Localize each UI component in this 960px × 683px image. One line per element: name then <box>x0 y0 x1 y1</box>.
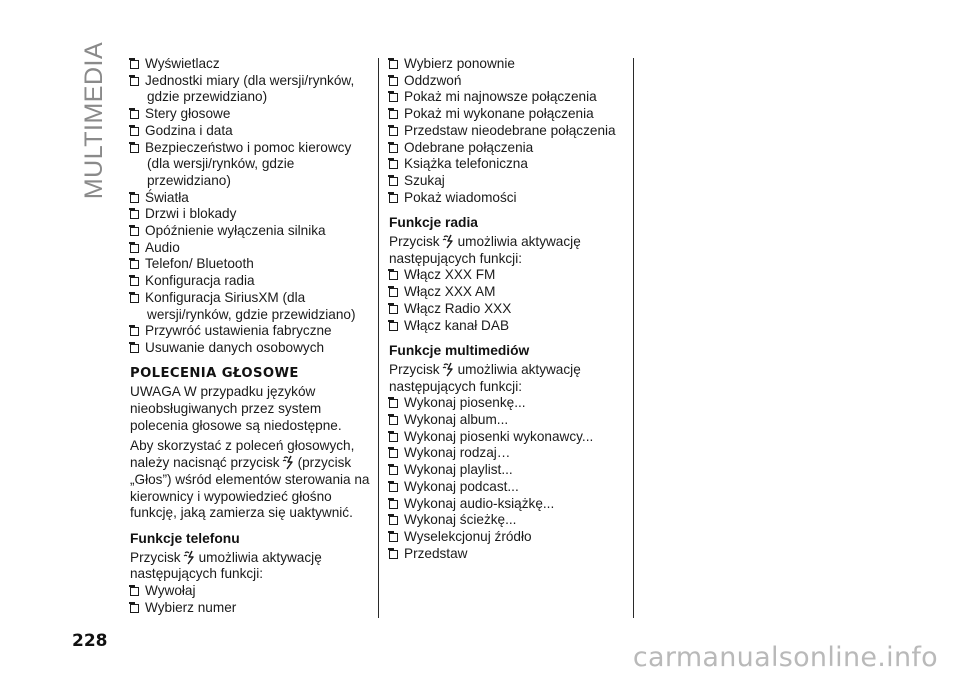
list-item: Włącz Radio XXX <box>389 301 629 318</box>
voice-command-icon <box>183 550 197 565</box>
media-functions-heading: Funkcje multimediów <box>389 343 530 359</box>
checkbox-bullet-icon <box>130 244 139 253</box>
checkbox-bullet-icon <box>130 294 139 303</box>
checkbox-bullet-icon <box>130 277 139 286</box>
checkbox-bullet-icon <box>130 60 139 69</box>
list-item: Wykonaj playlist... <box>389 462 629 479</box>
checkbox-bullet-icon <box>389 516 398 525</box>
list-item: Włącz XXX AM <box>389 284 629 301</box>
section-side-title <box>79 41 111 199</box>
checkbox-bullet-icon <box>389 533 398 542</box>
list-item: Wykonaj rodzaj… <box>389 445 629 462</box>
checkbox-bullet-icon <box>130 77 139 86</box>
checkbox-bullet-icon <box>389 550 398 559</box>
section-side-title-text: MULTIMEDIA <box>80 41 109 199</box>
voice-commands-heading: POLECENIA GŁOSOWE <box>130 365 299 381</box>
checkbox-bullet-icon <box>130 227 139 236</box>
list-item: Opóźnienie wyłączenia silnika <box>130 223 370 240</box>
settings-list <box>130 56 370 357</box>
checkbox-bullet-icon <box>130 604 139 613</box>
phone-functions-heading: Funkcje telefonu <box>130 530 240 546</box>
voice-command-icon <box>282 455 296 470</box>
list-item: Przedstaw <box>389 546 629 563</box>
list-item: Pokaż mi najnowsze połączenia <box>389 89 629 106</box>
list-item: Stery głosowe <box>130 106 370 123</box>
checkbox-bullet-icon <box>389 433 398 442</box>
checkbox-bullet-icon <box>389 483 398 492</box>
column-divider-left <box>378 58 379 618</box>
checkbox-bullet-icon <box>130 260 139 269</box>
usage-paragraph: Aby skorzystać z poleceń głosowych, należy nacisnąć przycisk (przycisk „Głos”) wśród elementów sterowania na kierownicy i wypowiedzieć głośno funkcję, jaką zamierza się uaktywnić. <box>130 438 370 521</box>
voice-command-icon <box>442 234 456 249</box>
list-item: Pokaż wiadomości <box>389 190 629 207</box>
list-item: Wywołaj <box>130 583 370 600</box>
checkbox-bullet-icon <box>389 305 398 314</box>
list-item: Audio <box>130 240 370 257</box>
list-item: Przedstaw nieodebrane połączenia <box>389 123 629 140</box>
checkbox-bullet-icon <box>389 449 398 458</box>
phone-functions-list <box>130 583 370 616</box>
list-item: Konfiguracja radia <box>130 273 370 290</box>
checkbox-bullet-icon <box>389 60 398 69</box>
page-number: 228 <box>72 631 108 651</box>
list-item: Wykonaj audio-książkę... <box>389 496 629 513</box>
checkbox-bullet-icon <box>130 344 139 353</box>
checkbox-bullet-icon <box>389 127 398 136</box>
list-item: Telefon/ Bluetooth <box>130 256 370 273</box>
list-item: Bezpieczeństwo i pomoc kierowcy (dla wersji/rynków, gdzie przewidziano) <box>130 140 370 190</box>
list-item: Książka telefoniczna <box>389 156 629 173</box>
phone-functions-list-continued <box>389 56 629 206</box>
list-item: Włącz XXX FM <box>389 267 629 284</box>
list-item: Wyświetlacz <box>130 56 370 73</box>
list-item: Oddzwoń <box>389 73 629 90</box>
list-item: Przywróć ustawienia fabryczne <box>130 323 370 340</box>
checkbox-bullet-icon <box>389 271 398 280</box>
left-column <box>130 56 370 617</box>
checkbox-bullet-icon <box>389 194 398 203</box>
right-column <box>389 56 629 562</box>
radio-intro-paragraph: Przycisk umożliwia aktywację następujących funkcji: <box>389 234 581 266</box>
list-item: Odebrane połączenia <box>389 140 629 157</box>
radio-functions-list <box>389 267 629 334</box>
list-item: Drzwi i blokady <box>130 206 370 223</box>
watermark: carmanualsonline.info <box>632 642 938 673</box>
list-item: Pokaż mi wykonane połączenia <box>389 106 629 123</box>
media-functions-list <box>389 395 629 562</box>
list-item: Jednostki miary (dla wersji/rynków, gdzie przewidziano) <box>130 73 370 106</box>
list-item: Wybierz ponownie <box>389 56 629 73</box>
checkbox-bullet-icon <box>389 416 398 425</box>
checkbox-bullet-icon <box>130 194 139 203</box>
list-item: Wykonaj ścieżkę... <box>389 512 629 529</box>
list-item: Wybierz numer <box>130 600 370 617</box>
checkbox-bullet-icon <box>130 144 139 153</box>
media-intro-paragraph: Przycisk umożliwia aktywację następujących funkcji: <box>389 361 581 394</box>
list-item: Włącz kanał DAB <box>389 318 629 335</box>
list-item: Szukaj <box>389 173 629 190</box>
checkbox-bullet-icon <box>389 110 398 119</box>
radio-functions-heading: Funkcje radia <box>389 215 478 231</box>
list-item: Wyselekcjonuj źródło <box>389 529 629 546</box>
list-item: Światła <box>130 190 370 207</box>
list-item: Wykonaj piosenki wykonawcy... <box>389 429 629 446</box>
list-item: Wykonaj album... <box>389 412 629 429</box>
list-item: Konfiguracja SiriusXM (dla wersji/rynków, gdzie przewidziano) <box>130 290 370 323</box>
list-item: Usuwanie danych osobowych <box>130 340 370 357</box>
list-item: Wykonaj piosenkę... <box>389 395 629 412</box>
checkbox-bullet-icon <box>389 288 398 297</box>
checkbox-bullet-icon <box>389 77 398 86</box>
checkbox-bullet-icon <box>389 144 398 153</box>
checkbox-bullet-icon <box>130 110 139 119</box>
phone-intro-paragraph: Przycisk umożliwia aktywację następujących funkcji: <box>130 549 322 582</box>
checkbox-bullet-icon <box>389 93 398 102</box>
checkbox-bullet-icon <box>389 160 398 169</box>
list-item: Wykonaj podcast... <box>389 479 629 496</box>
checkbox-bullet-icon <box>389 322 398 331</box>
voice-command-icon <box>442 362 456 377</box>
checkbox-bullet-icon <box>389 500 398 509</box>
list-item: Godzina i data <box>130 123 370 140</box>
warning-paragraph: UWAGA W przypadku języków nieobsługiwanych przez system polecenia głosowe są niedostępne. <box>130 384 342 433</box>
checkbox-bullet-icon <box>389 466 398 475</box>
checkbox-bullet-icon <box>389 399 398 408</box>
checkbox-bullet-icon <box>130 127 139 136</box>
checkbox-bullet-icon <box>130 587 139 596</box>
checkbox-bullet-icon <box>389 177 398 186</box>
checkbox-bullet-icon <box>130 327 139 336</box>
column-divider-right <box>633 58 634 618</box>
checkbox-bullet-icon <box>130 210 139 219</box>
